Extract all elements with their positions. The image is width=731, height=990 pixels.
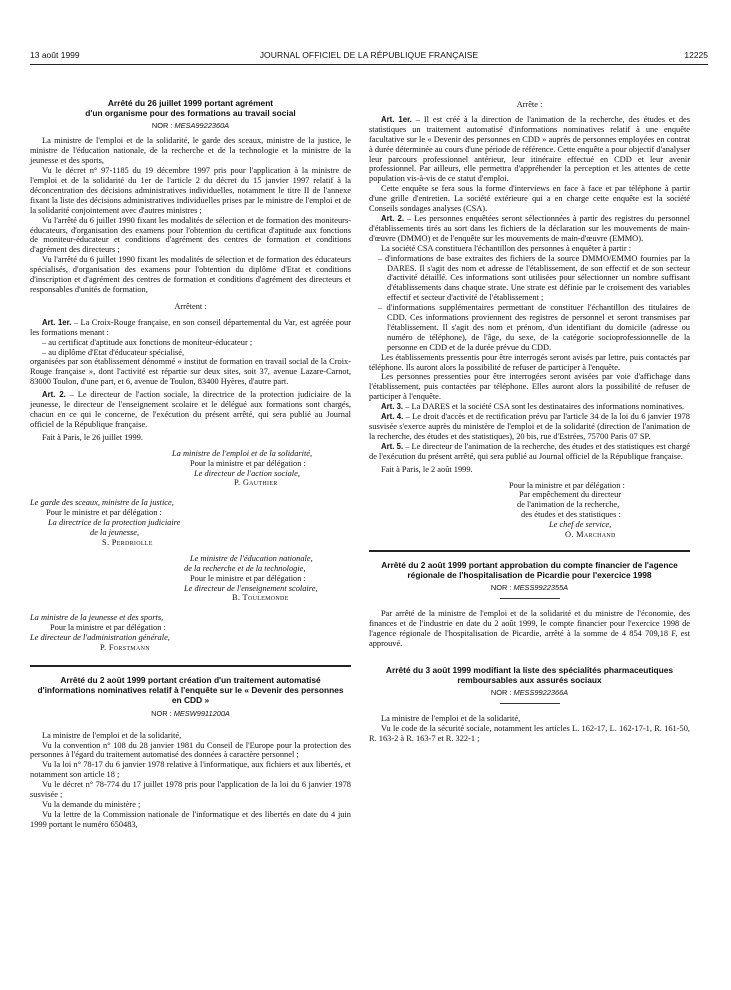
paragraph: Par arrêté de la ministre de l'emploi et de la solidarité et du ministre de l'économie, des finances et de l'industrie en date du 2 août 1999, le compte financier pour l'exercice 1998 de l'agence régionale de l'hospitalisation de Picardie, arrêté à la somme de 4 854 709,18 F, est approuvé. [369,609,690,649]
article-paragraph: Art. 2. – Les personnes enquêtées seront sélectionnées à partir des registres du personnel d'établissements tirés au sort dans les fichiers de la déclaration sur les mouvements de main-d'œuvre (DMMO) et de l'enquête sur les mouvements de main-d'œuvre (EMMO). [369,213,690,243]
article-paragraph: Art. 1er. – La Croix-Rouge française, en son conseil départemental du Var, est agréée pour les formations menant : [30,317,351,337]
article-3-nor: NOR : MESS9922355A [490,583,569,593]
paragraph: Vu le décret n° 97-1185 du 19 décembre 1997 pris pour l'application à la ministre de l'emploi et de la solidarité du 1er de l'article 2 du décret du 15 janvier 1997 relatif à la déconcentration des décisions administratives individuelles, notamment le titre II de l'annexe fixant la liste des décisions administratives individuelles prises par le ministre de l'emploi et de la solidarité conjointement avec d'autres ministres ; [30,166,351,215]
section-divider [369,550,690,552]
article-1-title: Arrêté du 26 juillet 1999 portant agrément d'un organisme pour des formations au travail social [85,98,296,119]
paragraph: La société CSA constituera l'échantillon des personnes à enquêter à partir : [381,243,632,253]
page-number: 12225 [684,50,708,60]
paragraph: Vu l'arrêté du 6 juillet 1990 fixant les modalités de sélection et de formation des moniteurs-éducateurs, d'organisation des examens pour l'obtention du certificat d'aptitude aux fonctions de moniteur-éducateur et conditions d'agrément des centres de formation et conditions d'agrément des directeurs ; [30,215,351,255]
paragraph: La ministre de l'emploi et de la solidarité, [381,714,521,724]
paragraph: La ministre de l'emploi et de la solidarité, le garde des sceaux, ministre de la justice, le ministre de l'éducation nationale, de la recherche et de la technologie et la ministre de la jeunesse et des sports, [30,136,351,166]
paragraph: Cette enquête se fera sous la forme d'interviews en face à face et par téléphone à partir d'une grille d'entretien. La société extérieure qui a en charge cette enquête est la société Conseils sondages analyses (CSA). [369,184,690,214]
signature-block: La ministre de l'emploi et de la solidarité, Pour la ministre et par délégation : Le directeur de l'action sociale, P. Gauthier [172,448,313,488]
paragraph: Vu la lettre de la Commission nationale de l'informatique et des libertés en date du 4 juin 1999 portant le numéro 650483, [30,809,351,829]
article-2-title: Arrêté du 2 août 1999 portant création d'un traitement automatisé d'informations nominatives relatif à l'enquête sur le « Devenir des personnes en CDD » [37,675,344,706]
spacer [369,649,690,665]
list-item: – au certificat d'aptitude aux fonctions de moniteur-éducateur ; [42,337,253,347]
list-item: – au diplôme d'Etat d'éducateur spécialisé, [42,347,185,357]
header-date: 13 août 1999 [30,50,80,60]
done-at: Fait à Paris, le 2 août 1999. [381,464,473,474]
paragraph: La ministre de l'emploi et de la solidarité, [42,730,182,740]
article-paragraph: Art. 2. – Le directeur de l'action sociale, la directrice de la protection judiciaire de la jeunesse, le directeur de l'enseignement scolaire et le délégué aux formations sont chargés, chacun en ce qui le concerne, de l'exécution du présent arrêté, qui sera publié au Journal officiel de la République française. [30,390,351,429]
paragraph: Vu l'arrêté du 6 juillet 1990 fixant les modalités de sélection et de formation des éducateurs spécialisés, d'organisation des examens pour l'obtention du diplôme d'Etat et conditions d'inscription et d'agrément des centres de formation et conditions d'agrément des directeurs et responsables d'unités de formation, [30,255,351,294]
list-item: – d'informations supplémentaires permettant de constituer l'échantillon des titulaires de CDD. Ces informations proviennent des registres de personnel et seront transmises par l'établissement. Il s'agit des nom et prénom, d'un identifiant du domicile (adresse ou numéro de téléphone), de l'âge, du sexe, de la catégorie socioprofessionnelle de la personne en CDD et de la durée prévue du CDD. [378,303,690,352]
paragraph: Les établissements pressentis pour être interrogés seront avisés par lettre, puis contactés par téléphone. Ils auront alors la possibilité de refuser de participer à l'enquête. [369,352,690,372]
signature-block: Pour la ministre et par délégation : Par empêchement du directeur de l'animation de la recherche, des études et des statistiques : Le chef de service, O. Marchand [509,480,625,540]
paragraph: Vu la convention n° 108 du 28 janvier 1981 du Conseil de l'Europe pour la protection des personnes à l'égard du traitement automatisé des données à caractère personnel ; [30,740,351,760]
paragraph: organisées par son établissement dénommé « institut de formation en travail social de la Croix-Rouge française », dont l'activité est répartie sur deux sites, soit 37, avenue Lazare-Carnot, 83000 Toulon, d'une part, et 6, avenue de Toulon, 83400 Hyères, d'autre part. [30,357,351,387]
article-2-nor: NOR : MESW9911200A [151,708,230,718]
paragraph: Vu le code de la sécurité sociale, notamment les articles L. 162-17, L. 162-17-1, R. 161-50, R. 163-2 à R. 163-7 et R. 322-1 ; [369,724,690,744]
paragraph: Vu le décret n° 78-774 du 17 juillet 1978 pris pour l'application de la loi du 6 janvier 1978 susvisée ; [30,780,351,800]
right-column [369,100,690,744]
short-divider [500,703,560,704]
page-header [30,50,708,62]
left-column [30,98,351,830]
paragraph: Vu la loi n° 78-17 du 6 janvier 1978 relative à l'informatique, aux fichiers et aux libertés, et notamment son article 18 ; [30,760,351,780]
short-divider [500,598,560,599]
section-divider [30,665,351,667]
article-1-nor: NOR : MESA9922360A [151,121,230,131]
article-paragraph: Art. 3. – La DARES et la société CSA sont les destinataires des informations nominatives. [381,402,685,412]
header-rule [30,64,708,65]
signature-block: Le ministre de l'éducation nationale, de la recherche et de la technologie, Pour le ministre et par délégation : Le directeur de l'enseignement scolaire, B. Toulemonde [184,553,318,603]
article-4-nor: NOR : MESS9922366A [490,688,569,698]
arretent-heading: Arrêtent : [174,301,207,311]
list-item: – d'informations de base extraites des fichiers de la source DMMO/EMMO fournies par la DARES. Il s'agit des nom et adresse de l'établissement, de son effectif et de son secteur d'activité détaillé. Ces informations sont utilisées pour sélectionner un nombre suffisant d'établissements dans chaque strate. Une strate est définie par le croisement des variables effectif et secteur d'activité de l'établissement ; [378,253,690,303]
article-3-title: Arrêté du 2 août 1999 portant approbation du compte financier de l'agence régionale de l'hospitalisation de Picardie pour l'exercice 1998 [381,559,678,581]
signature-block: Le garde des sceaux, ministre de la justice, Pour le ministre et par délégation : La directrice de la protection judiciaire de la jeunesse, S. Perdriolle [30,498,181,547]
signature-block: La ministre de la jeunesse et des sports, Pour la ministre et par délégation : Le directeur de l'administration générale, P. Forstmann [30,613,170,653]
paragraph: Les personnes pressenties pour être interrogées seront avisées par voie d'affichage dans l'établissement, puis contactées par téléphone. Elles auront alors la possibilité de refuser de participer à l'enquête. [369,372,690,402]
article-paragraph: Art. 1er. – Il est créé à la direction de l'animation de la recherche, des études et des statistiques un traitement automatisé d'informations nominatives relatif à une enquête facultative sur le « Devenir des personnes en CDD » auprès de personnes employées en contrat à durée déterminée au cours d'une période de référence. Cette enquête a pour objectif d'analyser leur parcours professionnel antérieur, leur itinéraire effectué en CDD et leur avenir professionnel. Par ailleurs, elle permettra d'appréhender la perception et les attentes de cette population vis-à-vis de ce statut d'emploi. [369,114,691,184]
arrete-heading: Arrête : [516,100,543,109]
journal-title: JOURNAL OFFICIEL DE LA RÉPUBLIQUE FRANÇAISE [259,50,479,60]
done-at: Fait à Paris, le 26 juillet 1999. [42,432,143,442]
paragraph: Vu la demande du ministère ; [42,799,141,809]
article-paragraph: Art. 4. – Le droit d'accès et de rectification prévu par l'article 34 de la loi du 6 janvier 1978 susvisée s'exerce auprès du ministère de l'emploi et de la solidarité (direction de l'animation de la recherche, des études et des statistiques), 20 bis, rue d'Estrées, 75700 Paris 07 SP. [369,412,690,441]
spacer [30,724,351,731]
article-4-title: Arrêté du 3 août 1999 modifiant la liste des spécialités pharmaceutiques remboursables aux assurés sociaux [385,665,674,686]
article-paragraph: Art. 5. – Le directeur de l'animation de la recherche, des études et des statistiques est chargé de l'exécution du présent arrêté, qui sera publié au Journal officiel de la République française. [369,441,690,461]
